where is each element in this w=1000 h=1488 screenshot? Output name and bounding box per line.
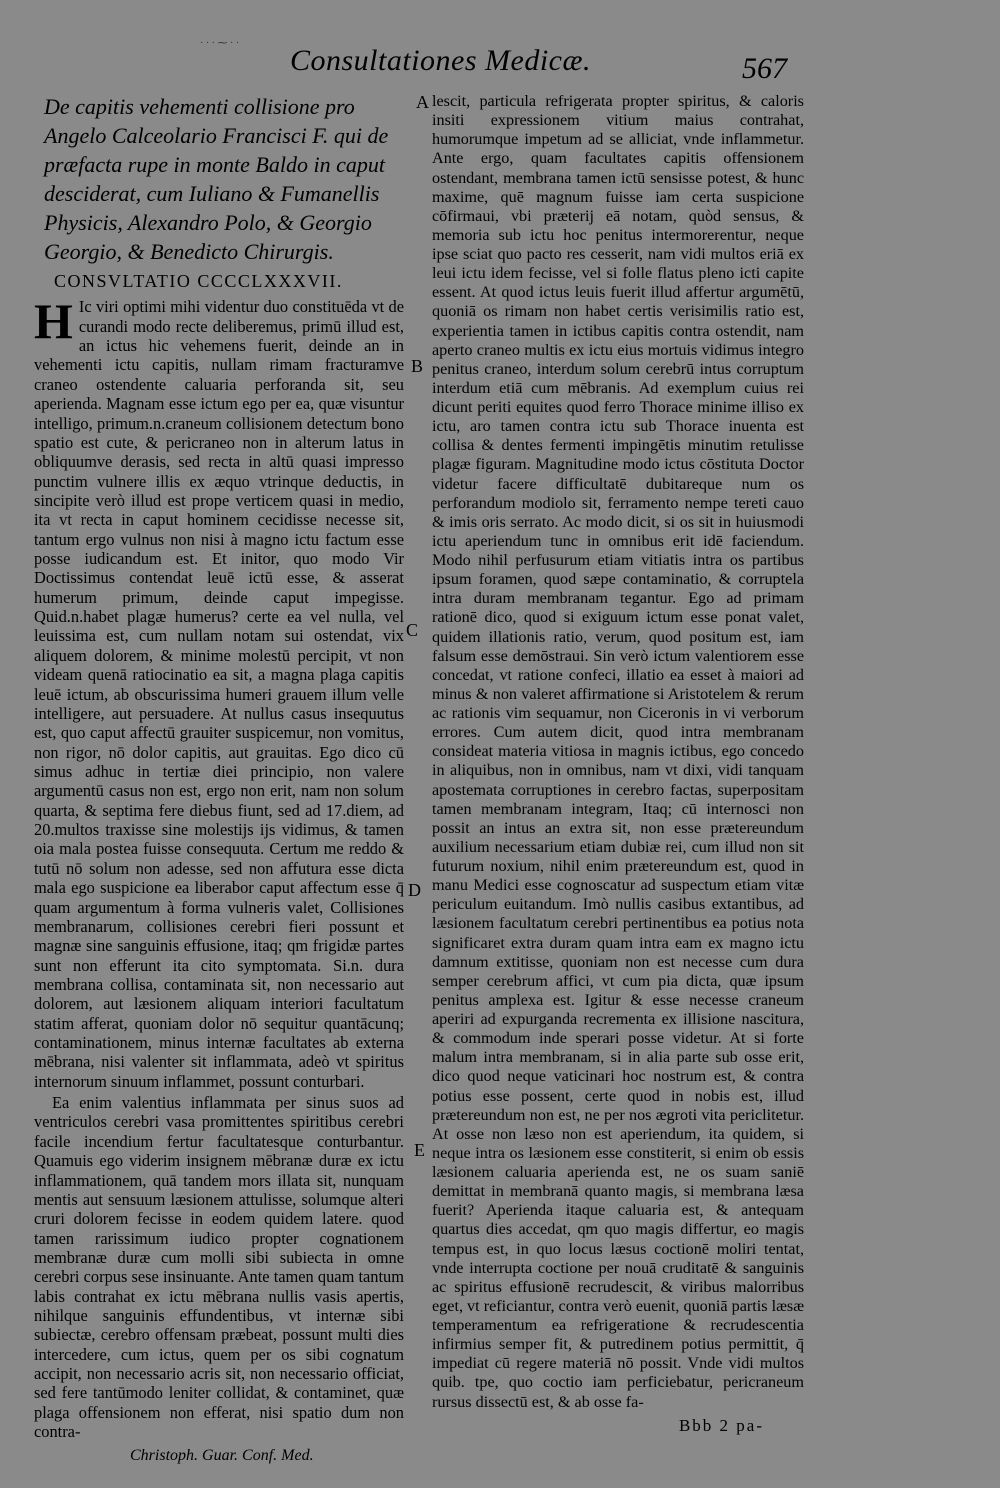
consultation-heading: De capitis vehementi collisione pro Angelo Calceolario Francisci F. qui de præfacta rupe in monte Baldo in caput desciderat, cum Iuliano & Fumanellis Physicis, Alexandro Polo, & Georgio Georgio, & Benedicto Chirurgis. [44, 94, 389, 264]
consultation-number: CONSVLTATIO CCCCLXXXVII. [54, 271, 343, 291]
right-paragraph-1: lescit, particula refrigerata propter spiritus, & caloris insiti expressionem vitium maius contrahat, humorumque impetum ad se alliciat, vnde inflammetur. Ante ergo, quam facultates capitis offensionem ostendant, membrana tamen ictū sensisse potest, & hunc maxime, quē magnum fuisse iam certa suspicione cōfirmaui, vbi præterij eā notam, quòd sensus, & memoria sub ictu hoc penitus intermorerentur, neque ipse sciat quo pacto res cesserit, nam vidi multos eriā ex leui ictu idem fecisse, vel si folle flatus pleno icti capite essent. At quod ictus leuis fuerit illud affertur argumētū, quoniā os rimam non habet certis verisimilis ratio est, experientia tamen in ictibus capitis contra ostendit, nam aperto craneo multis ex ictu eius mortuis vidimus integro penitus craneo, interdum solum cerebrū intus corruptum interdum etiā cum mēbranis. Ad exemplum cuius rei dicunt periti equites quod ferro Thorace minime illiso ex ictu, aro tamen contra ictu sub Thorace inuenta est collisa & dentes fermenti impingētis minutim retulisse plagæ figuram. Magnitudine modo ictus cōstituta Doctor videtur facere difficultatē dubitareque num os perforandum modiolo sit, ferramento nempe tereti cauo & imis oris serrato. Ac modo dicit, si os sit in huiusmodi ictu aperiendum tunc in omnibus erit idē faciendum. Modo nihil perfusurum etiam vitiatis intra os partibus ipsum foramen, quod sæpe contaminatio, & corruptela intra duram membranam tegantur. Ego ad primam rationē dico, quod si exiguum ictum esse ponat valet, quidem illationis ratio, verum, quod positum est, iam falsum esse demōstraui. Sin verò ictum valentiorem esse concedat, vt ratione confeci, illatio ea esset à maiori ad minus & non valeret affirmatione si Aristotelem & rerum ac rationis vim sequamur, non Ciceronis in vi verborum errores. Cum autem dicit, quod intra membranam consideat materia vitiosa in magnis ictibus, ego concedo in aliquibus, non in omnibus, nam vt dixi, vidi tanquam apostemata corruptiones in cerebro factas, superpositam tamen membranam integram, Itaq; cū internosci non possit an intus an extra sit, non esse prætereundum auxilium necessarium etiam dubiæ rei, cum illud non sit futurum noxium, nihil enim prætereundum est, quod in manu Medici esse cognoscatur ad suspectum etiam vitæ periculum euitandum. Imò nullis casibus extantibus, ad læsionem facultatum cerebri pertinentibus ea potius nota significaret extra duram quam intra eam ex magno ictu damnum extitisse, quoniam non est necesse cum dura semper cerebrum affici, vt cum pia dicta, quæ ipsum penitus amplexa est. Igitur & esse necesse craneum aperiri ad expurganda recrementa ex illisione nascitura, & commodum inde sperari posse videtur. At si forte malum intra membranam, si in alia parte sub osse erit, dico quod neque vaticinari hoc nostrum est, & contra potius esse possent, certe quod in nobis est, illud prætereundum non est, ne per nos ægroti vita periclitetur. At osse non læso non est aperiendum, ita quidem, si neque intra os læsionem esse constiterit, si enim ob essis læsionem caluaria aperienda est, ne os suam saniē demittat in membranā quanto magis, si membrana læsa fuerit? Aperienda itaque caluaria est, & antequam quartus dies accedat, qm quo magis differtur, eo magis tempus est, in quo locus læsus coctionē moliri tentat, vnde interrupta coctione per nouā cruditatē & sanguinis ac spiritus effusionē recrudescit, & viribus malorribus eget, vt reficiantur, contra verò euenit, quoniā partis læsæ temperamentum ea refrigeratione & recrudescentia infirmius semper fit, & putredinem potius permittit, q̄ impediat cū regere materiā nō possit. Vnde vidi multos quib. tpe, quo coctio iam perficiebatur, pericraneum rursus dissectū est, & ab osse fa- [432, 92, 804, 1411]
catchword: Bbb 2 pa- [678, 1415, 764, 1435]
signature: Christoph. Guar. Conf. Med. [130, 1446, 314, 1464]
margin-letter-d: D [408, 880, 421, 900]
left-paragraph-1-text: Ic viri optimi mihi videntur duo constituēda vt de curandi modo recte deliberemus, primū illud est, an ictus hic vehemens fuerit, deinde an in vehementi ictu capitis, nullam rimam fracturamve craneo ostendente caluaria perforanda sit, seu aperienda. Magnam esse ictum ego per ea, quæ visuntur intelligo, primum.n.craneum collisionem detectum bono spatio est cute, & pericraneo non in alterum latus in obliquumve derasis, sed recta in altū quasi impresso punctim vulnere illis ex æquo vtrinque deductis, in sincipite verò illud est prope verticem quasi in medio, ita vt recta in caput hominem cecidisse necesse sit, tantum ergo vulnus non nisi à magno ictu factum esse posse iudicandum est. Et initor, quo modo Vir Doctissimus contendat leuē ictū esse, & asserat humerum primum, deinde caput impegisse. Quid.n.habet plagæ humerus? certe ea vel nulla, vel leuissima est, cum nullam notam sui ostendat, vix aliquem dolorem, & minime molestū percipit, vt non videam quenā ratiocinatio ea sit, a magna plaga capitis leuē ictum, ab obscurissima humeri grauem illum velle intelligere, aut persuadere. At nullus casus insequutus est, quo caput affectū grauiter suspicemur, non vomitus, non rigor, nō dolor capitis, aut grauitas. Ego dico cū simus adhuc in tertiæ diei principio, non valere argumentū casus non est, ergo non erit, nam non solum quarta, & septima fere diebus fiunt, sed ad 17.diem, ad 20.multos traxisse sine molestijs ijs vidimus, & tamen oia mala postea fuisse consequuta. Certum me reddo & tutū nō solum non adesse, sed non affutura esse dicta mala ego suspicione ea liberabor caput affectum esse q̄ quam argumentum à forma vulneris valet, Collisiones membranarum, collisiones cerebri fieri possunt et magnæ sine sanguinis effusione, itaq; qm frigidæ partes sunt non efferunt ita cito symptomata. Si.n. dura membrana collisa, contaminata sit, non necessario aut dolorem, aut læsionem aliquam interiori facultatum statim afferat, quoniam dolor nō sequitur quantācunq; contaminationem, minus internæ facultates ab externa mēbrana, nisi valenter sit inflammata, adeò vt spiritus internorum sinuum inflammet, possunt conturbari. [34, 297, 404, 1091]
drop-cap: H [34, 293, 73, 350]
left-paragraph-2: Ea enim valentius inflammata per sinus suos ad ventriculos cerebri vasa promittentes spiritibus cerebri facile incendium fertur facultatesque conturbantur. Quamuis ego viderim insignem mēbranæ duræ ex ictu inflammationem, quā tandem mors illata sit, nunquam mentis aut sensuum læsionem attulisse, solumque alteri cruri dolorem fecisse in eodem quidem latere. quod tamen rarissimum iudico propter cognationem membranæ duræ cum molli sibi subiecta in omne cerebri corpus sese insinuante. Ante tamen quam tantum labis contrahat ex ictu mēbrana nullis vasis apertis, nihilque sanguinis effundentibus, vt internæ sibi subiectæ, cerebro offensam præbeat, possunt multi dies intercedere, cum ictus, quem per os sibi cognatum accipit, non necessario acris sit, non necessario officiat, sed fere tantūmodo leniter collidat, & contaminet, quæ plaga offensionem non efferat, nisi spatio dum non contra- [34, 1093, 404, 1442]
left-paragraph-1 [34, 293, 404, 1091]
running-head: Consultationes Medicæ. [290, 44, 591, 77]
margin-letter-c: C [406, 620, 419, 640]
margin-letter-e: E [414, 1140, 425, 1160]
left-column [34, 92, 404, 1465]
right-column [432, 92, 804, 1435]
margin-letter-a: A [416, 92, 429, 112]
page-number: 567 [742, 52, 787, 85]
top-ornament: · · · ⁓ · · [200, 38, 240, 49]
margin-letter-b: B [411, 356, 424, 376]
